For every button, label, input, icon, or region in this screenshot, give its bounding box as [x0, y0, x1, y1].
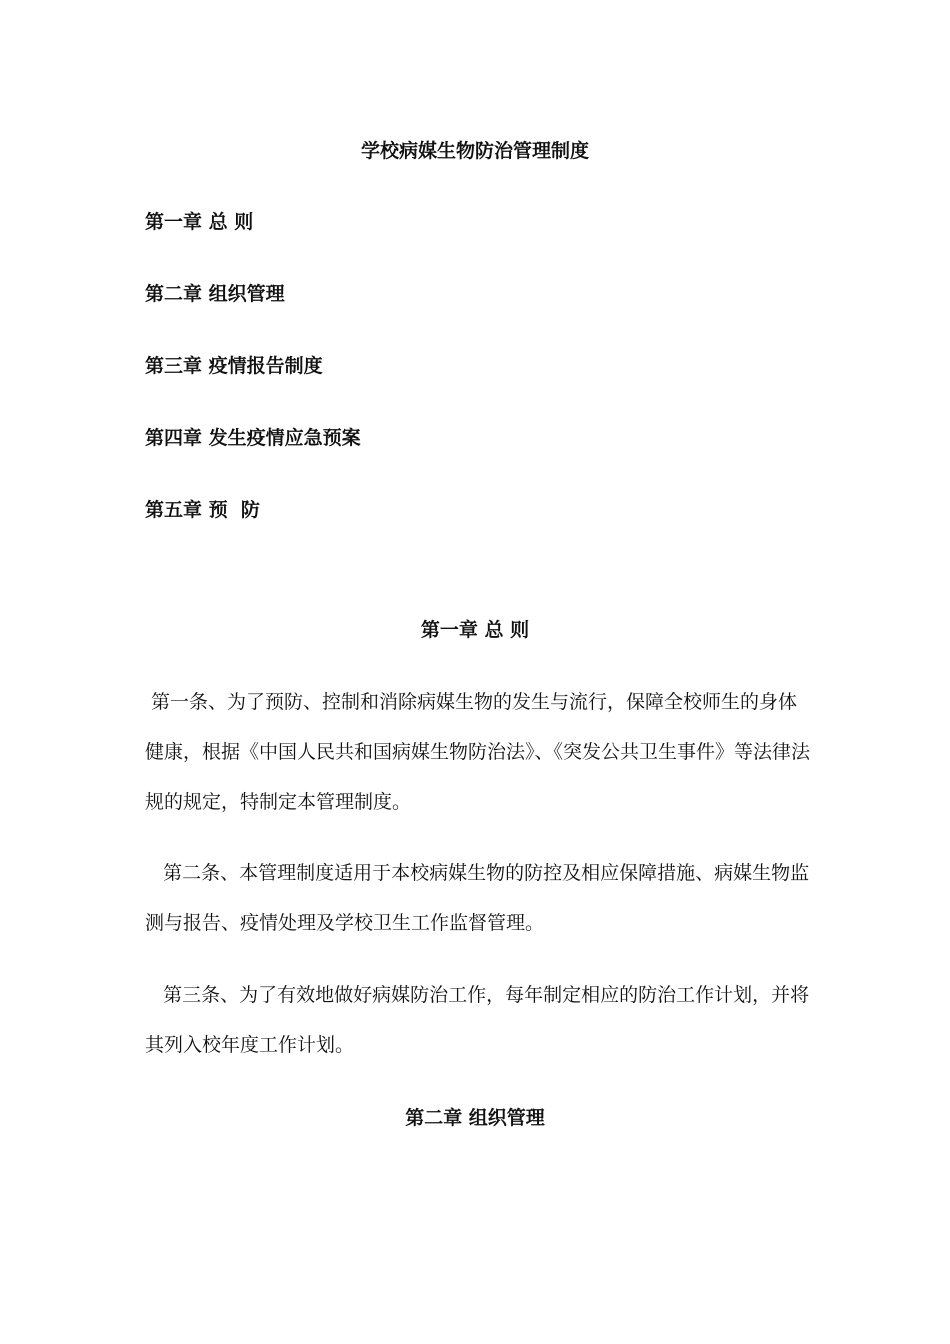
- article-3: 第三条、为了有效地做好病媒防治工作，每年制定相应的防治工作计划，并将其列入校年度工作计划。: [145, 984, 810, 1056]
- toc-item-chapter-2: 第二章 组织管理: [145, 283, 285, 305]
- toc-item-chapter-3: 第三章 疫情报告制度: [145, 355, 323, 377]
- chapter-1-heading: 第一章 总 则: [420, 619, 530, 641]
- article-1: 第一条、为了预防、控制和消除病媒生物的发生与流行，保障全校师生的身体健康，根据《中国人民共和国病媒生物防治法》、《突发公共卫生事件》等法律法规的规定，特制定本管理制度。: [145, 691, 811, 813]
- chapter-2-heading: 第二章 组织管理: [405, 1107, 545, 1129]
- toc-item-chapter-5: 第五章 预 防: [145, 499, 260, 521]
- document-title: 学校病媒生物防治管理制度: [360, 140, 589, 162]
- article-2: 第二条、本管理制度适用于本校病媒生物的防控及相应保障措施、病媒生物监测与报告、疫情处理及学校卫生工作监督管理。: [145, 862, 810, 934]
- toc-item-chapter-1: 第一章 总 则: [145, 211, 254, 233]
- toc-item-chapter-4: 第四章 发生疫情应急预案: [145, 427, 361, 449]
